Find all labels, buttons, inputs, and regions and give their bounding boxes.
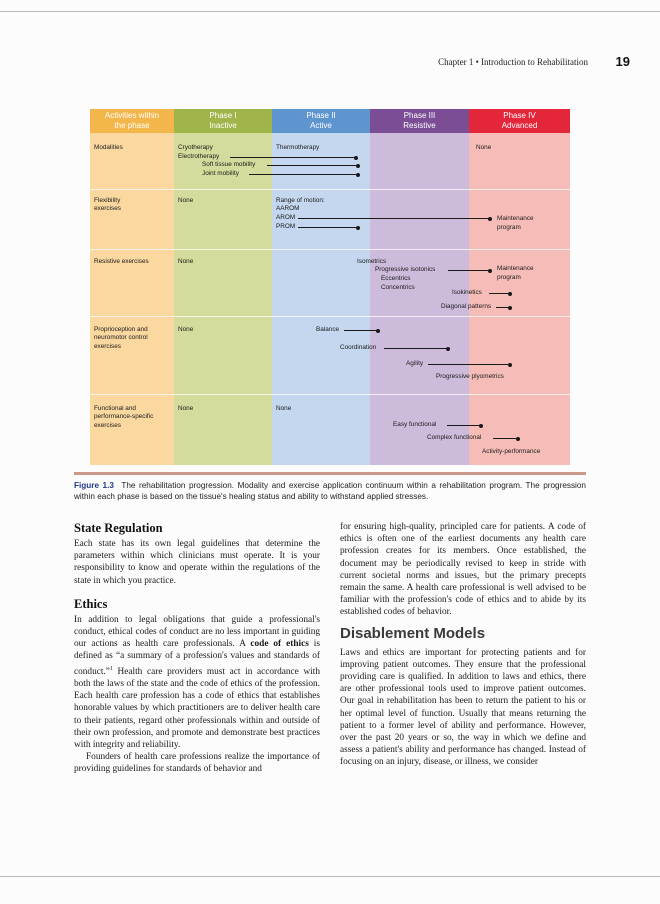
agility-arrow	[428, 364, 510, 365]
coordination-arrow	[384, 348, 448, 349]
resistive-program-label: program	[497, 274, 521, 281]
ethics-text: is defined as “a summary of a profession's values and standards of conduct.”	[74, 639, 320, 677]
cryotherapy-label: Cryotherapy	[178, 144, 213, 151]
phase1-none-flexibility: None	[178, 197, 194, 204]
footnote-ref: 1	[109, 665, 113, 672]
coordination-label: Coordination	[340, 344, 377, 351]
activity-performance-label: Activity-performance	[482, 448, 541, 455]
row-label-flexibility: Flexibility	[94, 197, 121, 204]
page-top-border	[0, 11, 660, 12]
column-subtitle: Active	[310, 121, 332, 130]
aarom-label: AAROM	[276, 205, 300, 212]
figure-label: Figure 1.3	[74, 481, 114, 490]
balance-label: Balance	[316, 326, 340, 333]
ethics-text: In addition to legal obligations that guide a professional's conduct, ethical codes of conduct are no less important in guiding our actions as health care professionals. A	[74, 614, 320, 650]
phase1-none-functional: None	[178, 405, 194, 412]
isokinetics-arrow	[489, 293, 510, 294]
progressive-plyometrics-label: Progressive plyometrics	[436, 373, 504, 380]
row-label-proprioception: Proprioception and	[94, 326, 148, 333]
joint-mobility-arrow	[249, 174, 358, 175]
row-separator	[90, 249, 570, 250]
resistive-maintenance-label: Maintenance	[497, 265, 534, 272]
joint-mobility-label: Joint mobility	[202, 170, 239, 177]
column-subtitle: the phase	[114, 121, 150, 130]
ethics-continued-paragraph: for ensuring high-quality, principled care for patients. A code of ethics is often one of the earliest documents any health care profession creates for its members. Once established, the document may be periodically revised to keep in stride with current societal norms and issues, but the primary precepts remain the same. A health care professional is well advised to be familiar with the profession's code of ethics and to abide by its established codes of behavior.	[340, 522, 586, 618]
rehabilitation-progression-figure	[90, 109, 570, 465]
progressive-isotonics-arrow	[448, 270, 490, 271]
row-label-functional: Functional and	[94, 405, 136, 412]
column-subtitle: Inactive	[209, 121, 237, 130]
complex-functional-arrow	[493, 438, 518, 439]
row-label-functional-3: exercises	[94, 422, 121, 429]
eccentrics-label: Eccentrics	[381, 275, 411, 282]
phase1-none-resistive: None	[178, 258, 194, 265]
progressive-isotonics-label: Progressive isotonics	[375, 266, 436, 273]
row-label-functional-2: performance-specific	[94, 413, 154, 420]
diagonal-patterns-arrow	[496, 307, 510, 308]
row-separator	[90, 316, 570, 317]
column-title: Phase II	[306, 111, 336, 120]
row-label-proprioception-2: neuromotor control	[94, 334, 148, 341]
thermotherapy-label: Thermotherapy	[276, 144, 320, 151]
column-header-phase-2	[272, 109, 370, 133]
column-title: Phase I	[209, 111, 237, 120]
page-header	[330, 55, 630, 69]
disablement-models-heading: Disablement Models	[340, 624, 486, 642]
isokinetics-label: Isokinetics	[452, 289, 482, 296]
soft-tissue-mobility-label: Soft tissue mobility	[202, 161, 256, 168]
column-header-activities	[90, 109, 174, 133]
flex-maintenance-label: Maintenance	[497, 215, 534, 222]
diagonal-patterns-label: Diagonal patterns	[441, 303, 492, 310]
easy-functional-arrow	[447, 425, 481, 426]
figure-caption	[74, 480, 586, 502]
row-separator	[90, 189, 570, 190]
column-title: Activities within	[104, 111, 160, 120]
running-head: Chapter 1 • Introduction to Rehabilitation	[438, 57, 588, 67]
state-regulation-paragraph: Each state has its own legal guidelines that determine the parameters within which clinicians must operate. It is your responsibility to know and operate within the regulations of the state in which you practice.	[74, 539, 320, 586]
phase1-none-proprioception: None	[178, 326, 194, 333]
concentrics-label: Concentrics	[381, 284, 415, 291]
electrotherapy-arrow	[230, 157, 356, 158]
column-subtitle: Advanced	[501, 121, 538, 130]
left-text-column	[74, 521, 320, 776]
column-header-phase-3	[370, 109, 469, 133]
ethics-text: Health care providers must act in accordance with both the laws of the state and the code of ethics of the profession. Each health care profession has a code of ethics that establishes honorable values by which practitioners are to deliver health care to their patients, regard other professionals within and outside of their own profession, and promote and demonstrate best practices with integrity and reliability.	[74, 666, 320, 750]
balance-arrow	[344, 330, 378, 331]
row-label-modalities: Modalities	[94, 144, 123, 151]
column-phase-4	[469, 109, 570, 465]
page-number: 19	[615, 54, 630, 69]
flex-program-label: program	[497, 224, 521, 231]
column-title: Phase IV	[503, 111, 536, 120]
prom-label: PROM	[276, 223, 296, 230]
agility-label: Agility	[406, 360, 424, 367]
state-regulation-heading: State Regulation	[74, 521, 163, 535]
code-of-ethics-term: code of ethics	[250, 639, 309, 650]
right-text-column	[340, 521, 586, 769]
phase4-none-modalities: None	[476, 144, 492, 151]
arom-label: AROM	[276, 214, 296, 221]
caption-rule	[74, 472, 586, 475]
isometrics-label: Isometrics	[357, 258, 387, 265]
column-header-phase-4	[469, 109, 570, 133]
phase2-none-functional: None	[276, 405, 292, 412]
electrotherapy-label: Electrotherapy	[178, 153, 220, 160]
soft-tissue-mobility-arrow	[267, 165, 358, 166]
row-separator	[90, 394, 570, 395]
row-label-proprioception-3: exercises	[94, 343, 121, 350]
range-of-motion-label: Range of motion:	[276, 197, 325, 204]
ethics-heading: Ethics	[74, 596, 108, 611]
column-subtitle: Resistive	[403, 121, 436, 130]
row-label-resistive: Resistive exercises	[94, 258, 149, 265]
ethics-paragraph-2: Founders of health care professions realize the importance of providing guidelines for standards of behavior and	[74, 752, 320, 775]
caption-text: The rehabilitation progression. Modality and exercise application continuum within a rehabilitation program. The progression within each phase is based on the tissue's healing status and ability to withstand applied stresses.	[74, 481, 586, 501]
page-bottom-border	[0, 876, 660, 877]
row-label-flexibility-2: exercises	[94, 205, 121, 212]
column-header-phase-1	[174, 109, 272, 133]
easy-functional-label: Easy functional	[393, 421, 437, 428]
prom-arrow	[298, 227, 358, 228]
complex-functional-label: Complex functional	[427, 434, 482, 441]
arom-arrow	[298, 218, 490, 219]
disablement-paragraph: Laws and ethics are important for protecting patients and for improving patient outcomes. They ensure that the professional providing care is qualified. In addition to laws and ethics, there are other professional tools used to improve patient outcomes. Our goal in rehabilitation has been to return the patient to his or her optimal level of function. Usually that means returning the patient to a former level of ability and performance. However, over the past 20 years or so, the way in which we define and assess a patient's ability and performance has changed. Instead of focusing on an injury, disease, or illness, we consider	[340, 647, 586, 768]
column-title: Phase III	[403, 111, 436, 120]
ethics-paragraph-1	[74, 614, 320, 751]
